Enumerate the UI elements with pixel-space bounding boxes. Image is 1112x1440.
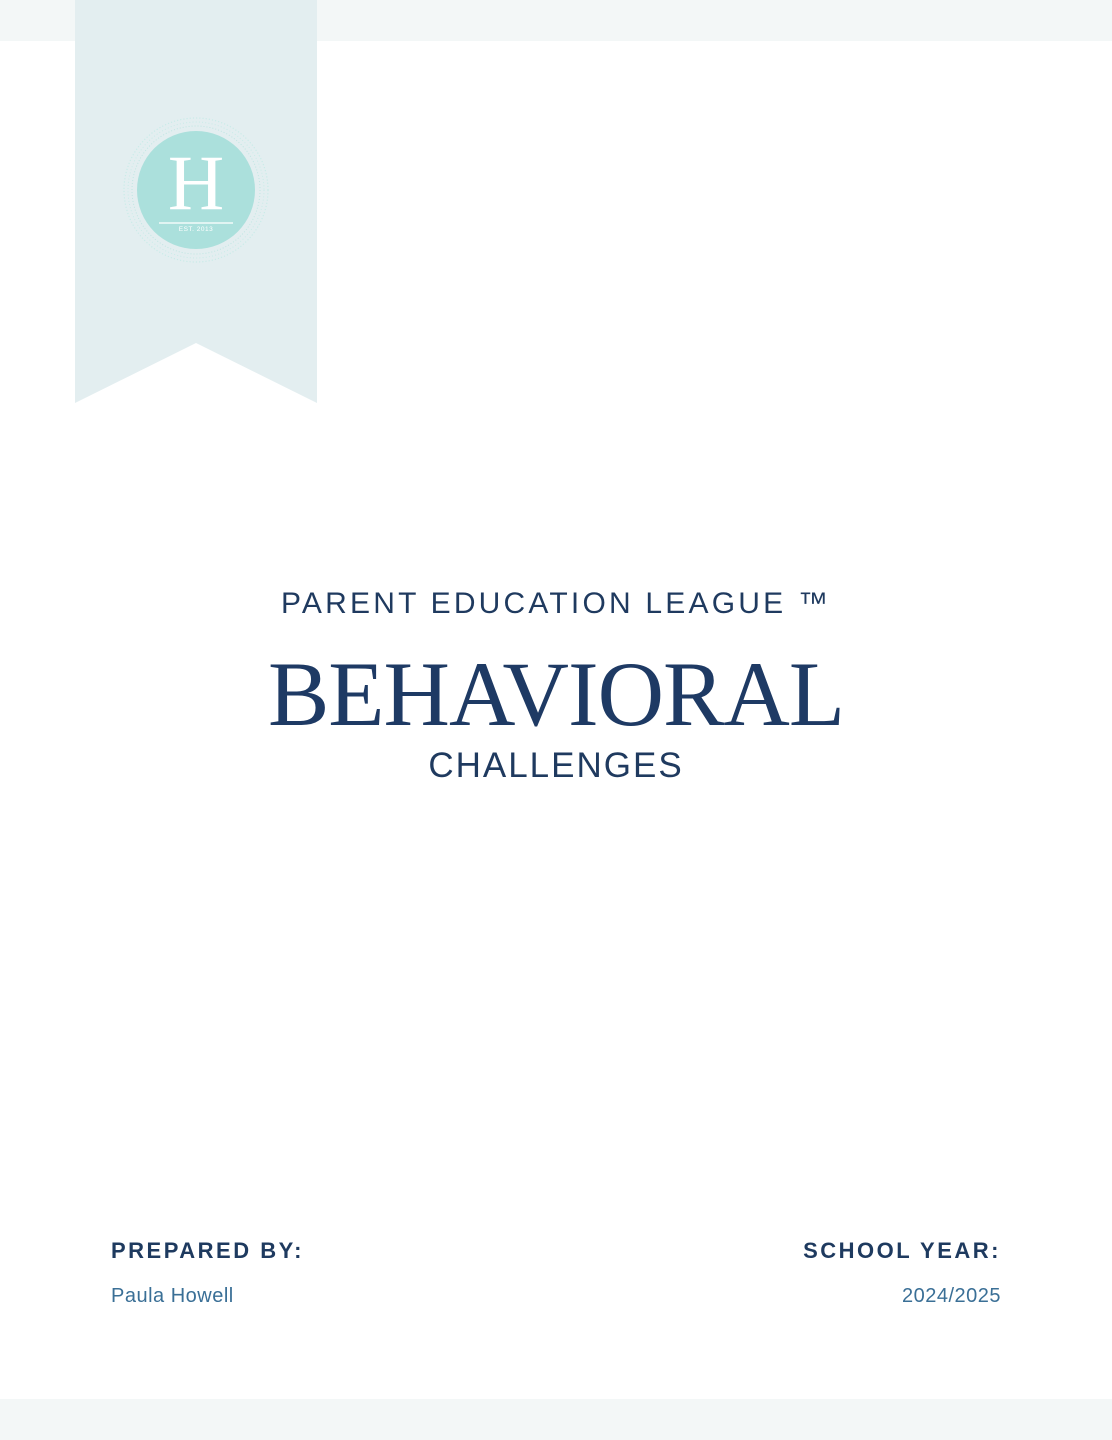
logo-letter: H <box>167 139 225 226</box>
school-year-label: SCHOOL YEAR: <box>803 1238 1001 1263</box>
bottom-band <box>0 1399 1112 1440</box>
school-logo <box>123 117 269 263</box>
cover-title: BEHAVIORAL <box>267 643 845 745</box>
league-name: PARENT EDUCATION LEAGUE ™ <box>280 587 832 620</box>
logo-established: EST. 2013 <box>178 226 214 233</box>
school-year-value: 2024/2025 <box>901 1285 1001 1307</box>
prepared-by-label: PREPARED BY: <box>111 1238 304 1263</box>
cover-subtitle: CHALLENGES <box>428 746 684 785</box>
prepared-by-value: Paula Howell <box>111 1285 234 1307</box>
